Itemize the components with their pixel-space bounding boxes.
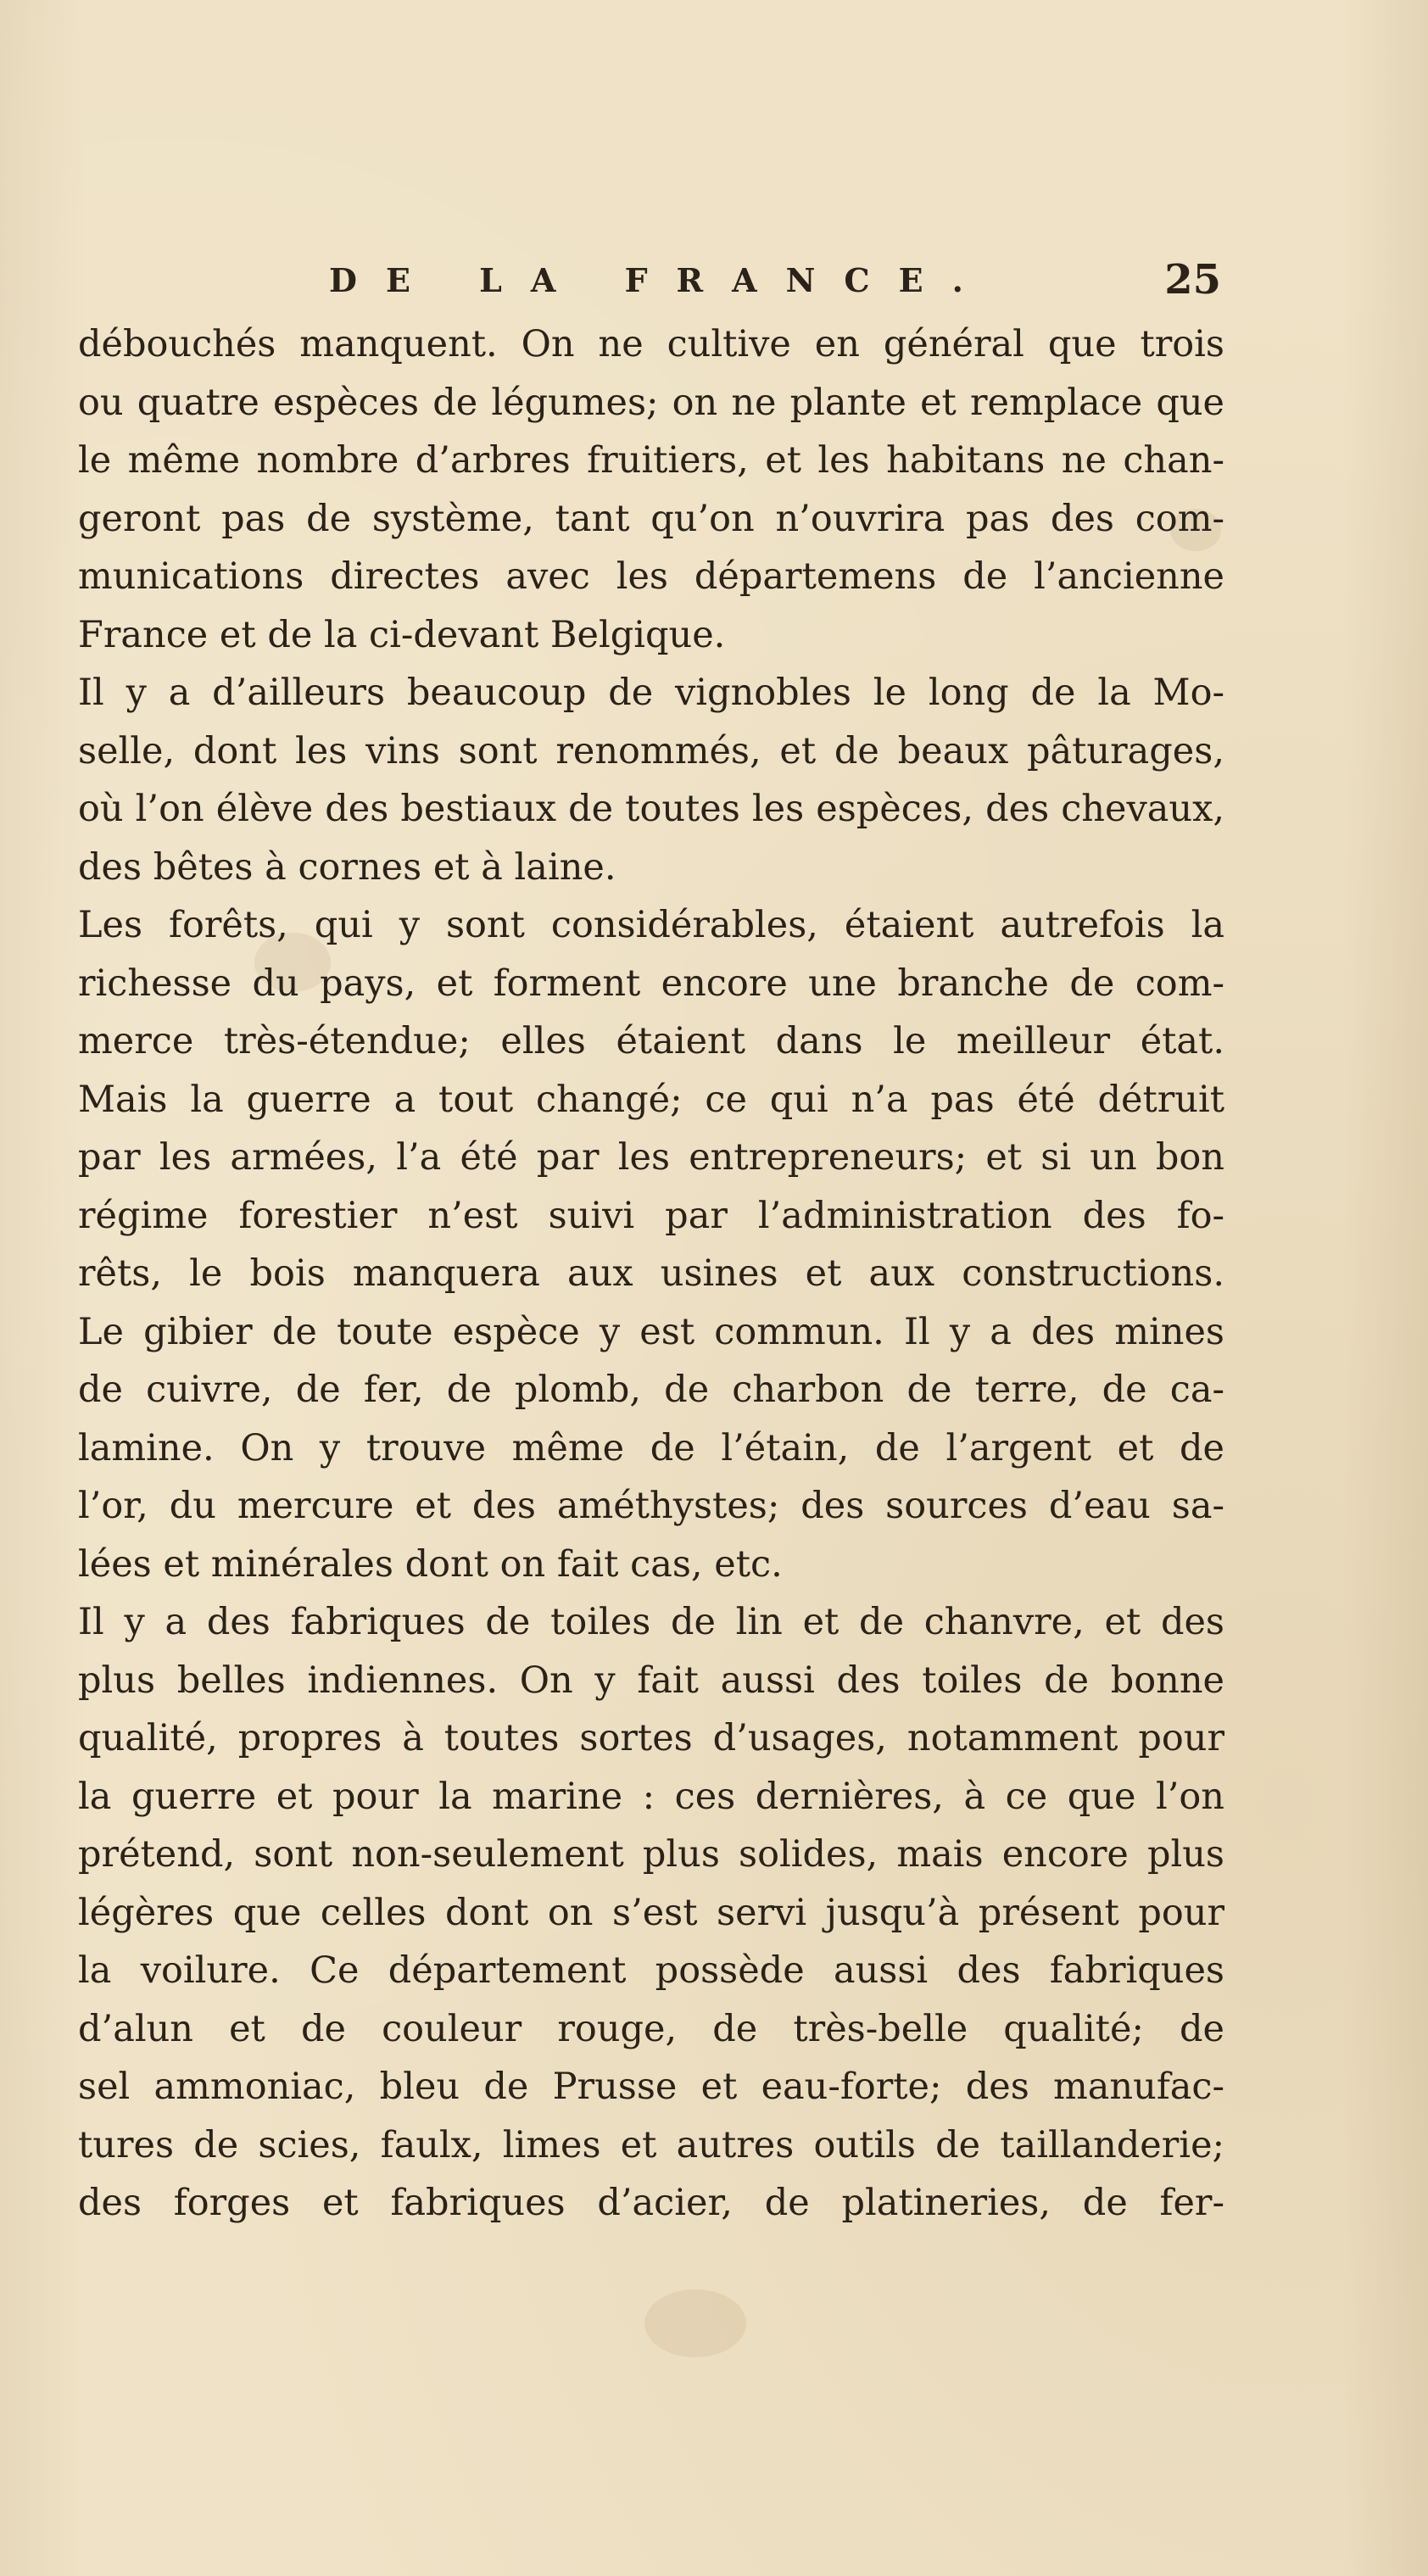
text-line: richesse du pays, et forment encore une branche de com- xyxy=(78,962,1224,1005)
text-line: Il y a d’ailleurs beaucoup de vignobles le long de la Mo- xyxy=(78,672,1224,714)
text-line: légères que celles dont on s’est servi jusqu’à présent pour xyxy=(78,1891,1224,1934)
text-line: lées et minérales dont on fait cas, etc. xyxy=(78,1542,783,1586)
text-line: de cuivre, de fer, de plomb, de charbon de terre, de ca- xyxy=(78,1369,1224,1411)
text-line: régime forestier n’est suivi par l’administration des fo- xyxy=(78,1194,1224,1237)
text-line: Mais la guerre a tout changé; ce qui n’a pas été détruit xyxy=(78,1078,1224,1121)
text-line: rêts, le bois manquera aux usines et aux constructions. xyxy=(78,1252,1224,1295)
text-line: sel ammoniac, bleu de Prusse et eau-forte; des manufac- xyxy=(78,2066,1224,2108)
text-line: lamine. On y trouve même de l’étain, de l’argent et de xyxy=(78,1426,1224,1469)
text-line: le même nombre d’arbres fruitiers, et les habitans ne chan- xyxy=(78,439,1224,482)
text-line: Les forêts, qui y sont considérables, étaient autrefois la xyxy=(78,904,1224,946)
text-line: ou quatre espèces de légumes; on ne plante et remplace que xyxy=(78,381,1224,424)
text-line: Il y a des fabriques de toiles de lin et de chanvre, et des xyxy=(78,1601,1224,1643)
text-line: geront pas de système, tant qu’on n’ouvrira pas des com- xyxy=(78,497,1224,540)
text-line: selle, dont les vins sont renommés, et de beaux pâturages, xyxy=(78,729,1224,772)
text-line: d’alun et de couleur rouge, de très-belle qualité; de xyxy=(78,2007,1224,2050)
text-line: France et de la ci-devant Belgique. xyxy=(78,613,726,656)
text-line: où l’on élève des bestiaux de toutes les espèces, des chevaux, xyxy=(78,788,1224,830)
text-line: plus belles indiennes. On y fait aussi des toiles de bonne xyxy=(78,1659,1224,1702)
body-text xyxy=(78,315,1224,2233)
text-line: munications directes avec les départemens de l’ancienne xyxy=(78,555,1224,598)
text-line: par les armées, l’a été par les entrepreneurs; et si un bon xyxy=(78,1136,1224,1179)
page-number: 25 xyxy=(1164,256,1221,304)
text-line: prétend, sont non-seulement plus solides, mais encore plus xyxy=(78,1833,1224,1876)
text-line: qualité, propres à toutes sortes d’usages, notamment pour xyxy=(78,1717,1224,1759)
text-line: la guerre et pour la marine : ces dernières, à ce que l’on xyxy=(78,1775,1224,1818)
text-line: merce très-étendue; elles étaient dans le meilleur état. xyxy=(78,1020,1224,1062)
paper-stain xyxy=(644,2289,746,2357)
running-title: DE LA FRANCE. xyxy=(329,261,992,299)
text-line: des forges et fabriques d’acier, de platineries, de fer- xyxy=(78,2182,1224,2224)
text-line: des bêtes à cornes et à laine. xyxy=(78,845,616,889)
text-line: débouchés manquent. On ne cultive en général que trois xyxy=(78,323,1224,365)
text-line: l’or, du mercure et des améthystes; des sources d’eau sa- xyxy=(78,1485,1224,1527)
text-line: tures de scies, faulx, limes et autres outils de taillanderie; xyxy=(78,2123,1224,2166)
page-header xyxy=(329,256,1221,312)
text-line: Le gibier de toute espèce y est commun. Il y a des mines xyxy=(78,1310,1224,1353)
text-line: la voilure. Ce département possède aussi des fabriques xyxy=(78,1949,1224,1992)
